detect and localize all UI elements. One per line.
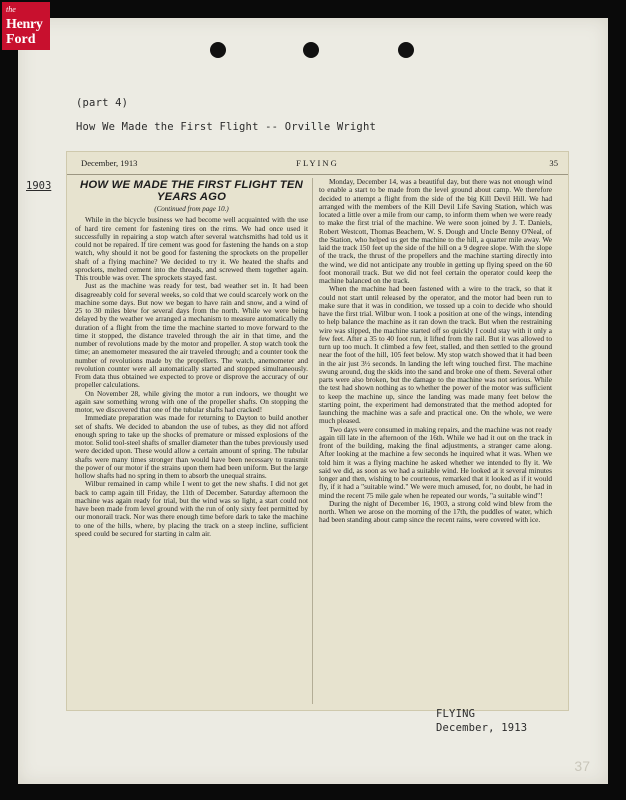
year-label: 1903	[26, 180, 52, 192]
clipping-date: December, 1913	[81, 158, 138, 168]
column-divider	[312, 178, 313, 704]
continued-note: (Continued from page 10.)	[154, 205, 229, 213]
paragraph: Just as the machine was ready for test, bad weather set in. It had been disagreeably cold for several weeks, so cold that we could scarcely work on the machine some days. But now we began to have rain and snow, and a wind of 25 to 30 miles blew for several days from the north. While we were being delayed by the weather we arranged a mechanism to measure automatically the duration of a flight from the time the machine started to move forward to the time it stopped, the distance traveled through the air in that time, and the number of revolutions made by the motor and propeller. A stop watch took the time; an anemometer measured the air traveled through; and a counter took the number of revolutions made by the propellers. The watch, anemometer and revolution counter were all automatically started and stopped simultaneously. From data thus obtained we expected to prove or disprove the accuracy of our propeller calculations.	[75, 281, 308, 390]
magazine-name: FLYING	[296, 158, 339, 168]
archive-page-number: 37	[574, 758, 590, 774]
running-header	[67, 152, 568, 175]
clipping-page-number: 35	[549, 158, 558, 168]
paragraph: During the night of December 16, 1903, a strong cold wind blew from the north. When we arose on the morning of the 17th, the puddles of water, which had been standing about camp since the recent rains, were covered with ice.	[319, 498, 552, 525]
source-stamp-magazine: FLYING	[436, 708, 476, 720]
column-right	[319, 178, 552, 708]
archive-sheet	[18, 18, 608, 784]
punch-hole	[398, 42, 414, 58]
paragraph: On November 28, while giving the motor a run indoors, we thought we again saw something wrong with one of the propeller shafts. On stopping the motor, we discovered that one of the tubular shafts had cracked!	[75, 388, 308, 414]
source-stamp-date: December, 1913	[436, 722, 528, 734]
paragraph: Monday, December 14, was a beautiful day, but there was not enough wind to enable a start to be made from the level ground about camp. We therefore decided to attempt a flight from the side of the big Kill Devil Hill. We had arranged with the members of the Kill Devil Life Saving Station, which was located a little over a mile from our camp, to inform them when we were ready to make the first trial of the machine. We were soon joined by J. T. Daniels, Robert Westcott, Thomas Beachem, W. S. Dough and Uncle Benny O'Neal, of the Station, who helped us get the machine to the hill, a quarter mile away. We laid the track 150 feet up the side of the hill on a 9 degree slope. With the slope of the track, the thrust of the propellers and the machine starting directly into the wind, we did not anticipate any trouble in getting up flying speed on the 60 foot monorail track. But we did not feel certain the operator could keep the machine balanced on the track.	[319, 178, 552, 285]
logo-text-ford: Ford	[6, 32, 36, 47]
part-label: (part 4)	[76, 97, 129, 109]
column-left	[75, 178, 308, 708]
logo-text-henry: Henry	[6, 17, 43, 32]
logo-text-the: the	[6, 5, 16, 14]
paragraph: While in the bicycle business we had become well acquainted with the use of hard tire cement for fastening tires on the rims. We had once used it successfully in repairing a stop watch after several watchsmiths had told us it could not be repaired. If tire cement was good for fastening the hands on a stop watch, why should it not be good for fastening the sprockets on the propeller shaft of a flying machine? We decided to try it. We heated the shafts and sprockets, melted cement into the threads, and screwed them together again. This trouble was over. The sprockets stayed fast.	[75, 215, 308, 282]
paragraph: When the machine had been fastened with a wire to the track, so that it could not start until released by the operator, and the motor had been run to make sure that it was in condition, we tossed up a coin to decide who should have the first trial. Wilbur won. I took a position at one of the wings, intending to help balance the machine as it ran down the track. But when the restraining wire was slipped, the machine started off so quickly I could stay with it only a few feet. After a 35 to 40 foot run, it lifted from the rail. But it was allowed to turn up too much. It climbed a few feet, stalled, and then settled to the ground near the foot of the hill, 105 feet below. My stop watch showed that it had been in the air just 3½ seconds. In landing the left wing touched first. The machine swung around, dug the skids into the sand and broke one of them. Several other parts were also broken, but the damage to the machine was not serious. While the test had shown nothing as to whether the power of the motor was sufficient to keep the machine up, since the landing was made many feet below the starting point, the experiment had demonstrated that the method adopted for launching the machine was a safe and practical one. On the whole, we were much pleased.	[319, 284, 552, 426]
henry-ford-logo	[2, 2, 50, 50]
punch-hole	[210, 42, 226, 58]
punch-hole	[303, 42, 319, 58]
paragraph: Two days were consumed in making repairs, and the machine was not ready again till late in the afternoon of the 16th. While we had it out on the track in front of the building, making the final adjustments, a stranger came along. After looking at the machine a few seconds he inquired what it was. When we told him it was a flying machine he asked whether we intended to fly it. We said we did, as soon as we had a suitable wind. He looked at it several minutes longer and then, wishing to be courteous, remarked that it looked as if it would fly, if it had a "suitable wind." We were much amused, for, no doubt, he had in mind the recent 75 mile gale when he repeated our words, "a suitable wind"!	[319, 424, 552, 500]
magazine-clipping	[66, 151, 569, 711]
paragraph: Wilbur remained in camp while I went to get the new shafts. I did not get back to camp again till Friday, the 11th of December. Saturday afternoon the machine was again ready for trial, but the wind was so light, a start could not have been made from level ground with the run of only sixty feet permitted by our monorail track. Nor was there enough time before dark to take the machine to one of the hills, where, by placing the track on a steep incline, sufficient speed could be secured for starting in calm air.	[75, 479, 308, 538]
paragraph: Immediate preparation was made for returning to Dayton to build another set of shafts. We decided to abandon the use of tubes, as they did not afford enough spring to take up the shocks of premature or missed explosions of the motor. Solid tool-steel shafts of smaller diameter than the tubes previously used were decided upon. These would allow a certain amount of spring. The tubular shafts were many times stronger than would have been necessary to transmit the power of our motor if the strains upon them had been uniform. But the large hollow shafts had no spring in them to absorb the unequal strains.	[75, 413, 308, 480]
article-title: HOW WE MADE THE FIRST FLIGHT TEN YEARS AGO	[80, 179, 303, 203]
document-title: How We Made the First Flight -- Orville Wright	[76, 121, 376, 133]
